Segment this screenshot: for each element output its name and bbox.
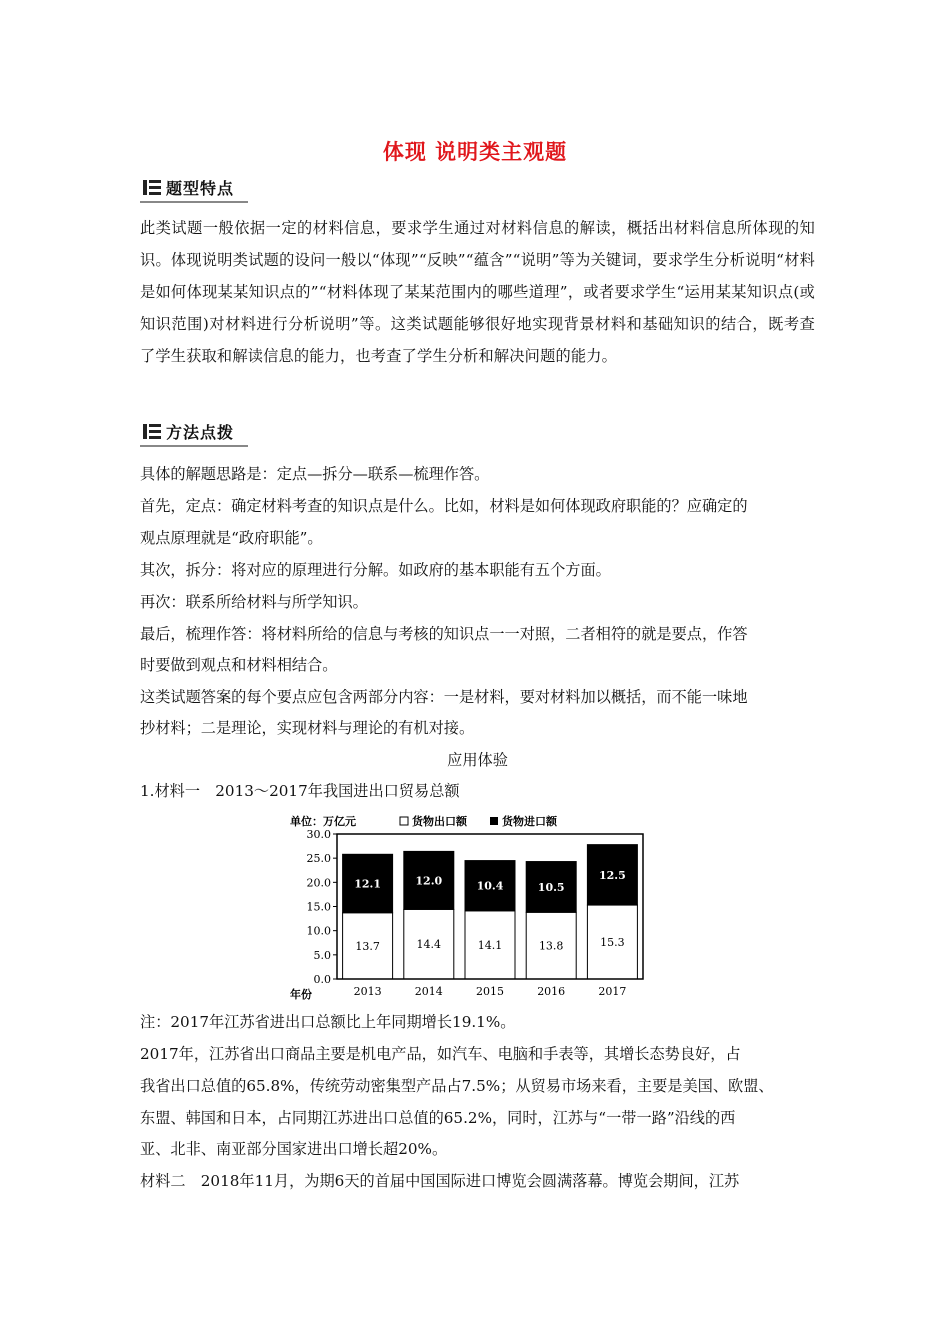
method-line: 具体的解题思路是：定点—拆分—联系—梳理作答。 — [140, 465, 490, 483]
legend-label-export: 货物出口额 — [412, 815, 467, 828]
method-line: 抄材料；二是理论，实现材料与理论的有机对接。 — [140, 719, 475, 737]
data-label-export: 14.4 — [416, 938, 442, 952]
data-label-export: 14.1 — [477, 938, 503, 952]
section-heading-method — [140, 417, 248, 447]
method-line: 最后，梳理作答：将材料所给的信息与考核的知识点一一对照，二者相符的就是要点，作答 — [140, 625, 748, 643]
method-line: 时要做到观点和材料相结合。 — [140, 656, 338, 674]
method-line: 其次，拆分：将对应的原理进行分解。如政府的基本职能有五个方面。 — [140, 561, 611, 579]
y-tick-label: 20.0 — [306, 876, 331, 890]
data-label-export: 13.8 — [538, 939, 564, 953]
x-tick-label: 2017 — [598, 985, 627, 998]
material-line: 亚、北非、南亚部分国家进出口增长超20%。 — [140, 1140, 448, 1158]
chart-unit-label: 单位：万亿元 — [290, 815, 356, 828]
data-label-import: 12.1 — [354, 877, 381, 891]
y-tick-label: 15.0 — [306, 900, 331, 914]
section-underline — [140, 201, 248, 203]
material-line: 2017年，江苏省出口商品主要是机电产品，如汽车、电脑和手表等，其增长态势良好，占 — [140, 1045, 741, 1063]
data-label-export: 15.3 — [600, 936, 625, 950]
material-line: 我省出口总值的65.8%，传统劳动密集型产品占7.5%；从贸易市场来看，主要是美国、欧盟、 — [140, 1077, 774, 1095]
method-line: 这类试题答案的每个要点应包含两部分内容：一是材料，要对材料加以概括，而不能一味地 — [140, 688, 748, 706]
features-paragraph: 此类试题一般依据一定的材料信息，要求学生通过对材料信息的解读，概括出材料信息所体现的知识。体现说明类试题的设问一般以“体现”“反映”“蕴含”“说明”等为关键词，要求学生分析说明“材料是如何体现某某知识点的”“材料体现了某某范围内的哪些道理”，或者要求学生“运用某某知识点(或知识范围)对材料进行分析说明”等。这类试题能够很好地实现背景材料和基础知识的结合，既考查了学生获取和解读信息的能力，也考查了学生分析和解决问题的能力。 — [140, 219, 815, 365]
x-tick-label: 2016 — [537, 985, 566, 998]
list-icon — [143, 424, 161, 439]
data-label-import: 10.5 — [537, 880, 565, 894]
list-icon — [143, 180, 161, 195]
x-tick-label: 2014 — [414, 985, 443, 998]
trade-stacked-bar-chart — [290, 808, 660, 1005]
section-heading-label: 方法点拨 — [166, 423, 235, 442]
section-heading-features — [140, 173, 248, 203]
x-tick-label: 2015 — [476, 985, 504, 998]
data-label-import: 10.4 — [476, 879, 504, 893]
chart-note: 注：2017年江苏省进出口总额比上年同期增长19.1%。 — [140, 1013, 516, 1031]
x-axis-label: 年份 — [290, 988, 312, 1001]
y-tick-label: 10.0 — [306, 924, 331, 938]
legend-swatch-export — [400, 817, 408, 825]
y-tick-label: 30.0 — [306, 828, 331, 841]
method-line: 首先，定点：确定材料考查的知识点是什么。比如，材料是如何体现政府职能的？应确定的 — [140, 497, 748, 515]
data-label-import: 12.0 — [415, 874, 443, 888]
method-line: 再次：联系所给材料与所学知识。 — [140, 593, 368, 611]
data-label-export: 13.7 — [355, 939, 380, 953]
section-heading-label: 题型特点 — [166, 179, 235, 198]
data-label-import: 12.5 — [599, 868, 626, 882]
y-tick-label: 0.0 — [313, 973, 331, 986]
material-line: 东盟、韩国和日本，占同期江苏进出口总值的65.2%，同时，江苏与“一带一路”沿线的西 — [140, 1109, 736, 1127]
y-tick-label: 5.0 — [313, 948, 331, 962]
legend-label-import: 货物进口额 — [502, 815, 557, 828]
material-2-line: 材料二 2018年11月，为期6天的首届中国国际进口博览会圆满落幕。博览会期间，江苏 — [140, 1172, 740, 1190]
method-line: 观点原理就是“政府职能”。 — [140, 529, 323, 547]
legend-swatch-import — [490, 817, 498, 825]
question-1-label: 1.材料一 2013～2017年我国进出口贸易总额 — [140, 782, 460, 800]
page-title: 体现 说明类主观题 — [382, 140, 568, 164]
practice-heading: 应用体验 — [447, 751, 508, 769]
y-tick-label: 25.0 — [306, 852, 331, 866]
x-tick-label: 2013 — [353, 985, 382, 998]
section-underline — [140, 445, 248, 447]
